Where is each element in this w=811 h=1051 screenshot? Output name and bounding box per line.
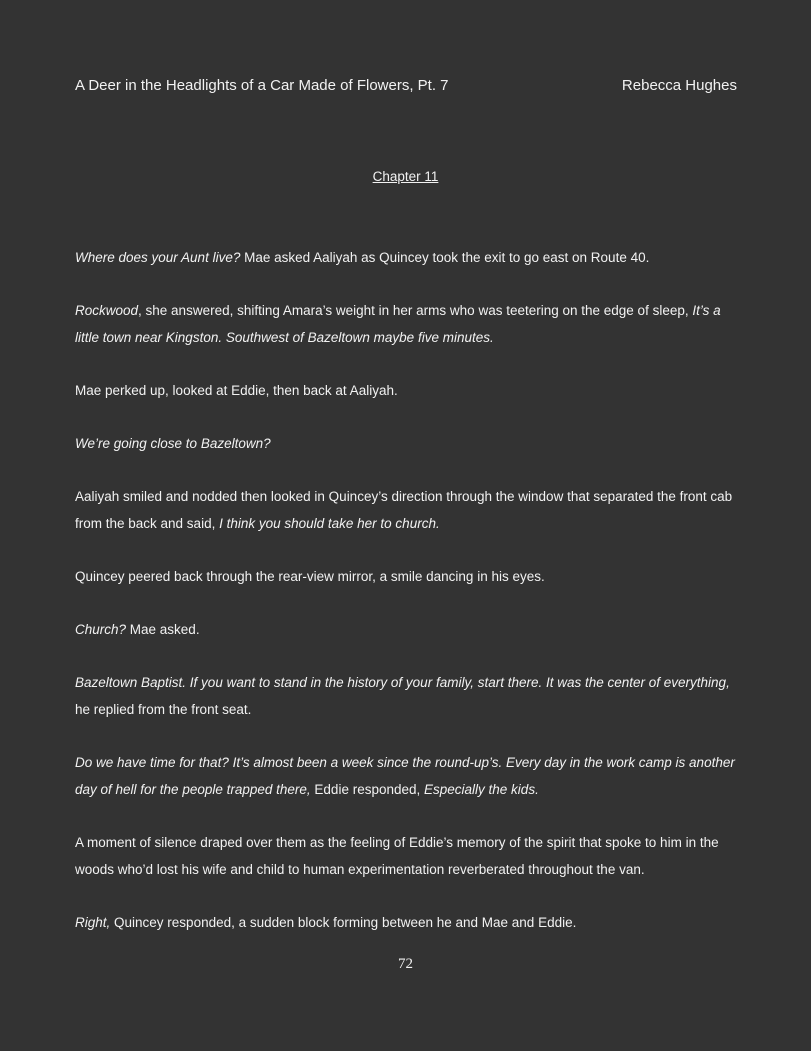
paragraph xyxy=(75,749,739,803)
italic-text: We’re going close to Bazeltown? xyxy=(75,436,271,451)
body-text xyxy=(75,244,739,962)
text-run: Quincey peered back through the rear-view mirror, a smile dancing in his eyes. xyxy=(75,569,545,584)
text-run: Mae asked. xyxy=(126,622,200,637)
paragraph xyxy=(75,377,739,404)
italic-text: Where does your Aunt live? xyxy=(75,250,241,265)
chapter-heading: Chapter 11 xyxy=(372,169,439,184)
paragraph xyxy=(75,616,739,643)
paragraph xyxy=(75,483,739,537)
text-run: Mae perked up, looked at Eddie, then back at Aaliyah. xyxy=(75,383,398,398)
text-run: Quincey responded, a sudden block forming between he and Mae and Eddie. xyxy=(110,915,577,930)
italic-text: Right, xyxy=(75,915,111,930)
text-run: , she answered, shifting Amara’s weight in her arms who was teetering on the edge of sleep, xyxy=(138,303,693,318)
paragraph xyxy=(75,563,739,590)
running-header xyxy=(75,76,737,96)
paragraph xyxy=(75,430,739,457)
italic-text: Do we have time for that? It’s almost been a week since the round-up’s. Every day in the work camp is another day of hell for the people trapped there, xyxy=(75,755,735,797)
paragraph xyxy=(75,909,739,936)
italic-text: Bazeltown Baptist. If you want to stand in the history of your family, start there. It was the center of everything, xyxy=(75,675,730,690)
italic-text: It’s a little town near Kingston. Southwest of Bazeltown maybe five minutes. xyxy=(75,303,721,345)
text-run: A moment of silence draped over them as the feeling of Eddie’s memory of the spirit that spoke to him in the woods who’d lost his wife and child to human experimentation reverberated throughout the van. xyxy=(75,835,719,877)
italic-text: I think you should take her to church. xyxy=(219,516,440,531)
italic-text: Especially the kids. xyxy=(424,782,539,797)
text-run: Aaliyah smiled and nodded then looked in Quincey’s direction through the window that separated the front cab from the back and said, xyxy=(75,489,733,531)
header-author: Rebecca Hughes xyxy=(621,77,737,94)
italic-text: Church? xyxy=(75,622,127,637)
paragraph xyxy=(75,297,739,351)
paragraph xyxy=(75,669,739,723)
text-run: Mae asked Aaliyah as Quincey took the exit to go east on Route 40. xyxy=(240,250,650,265)
paragraph xyxy=(75,829,739,883)
paragraph xyxy=(75,244,739,271)
text-run: he replied from the front seat. xyxy=(75,702,252,717)
header-title: A Deer in the Headlights of a Car Made of Flowers, Pt. 7 xyxy=(75,77,449,94)
text-run: Eddie responded, xyxy=(310,782,425,797)
italic-text: Rockwood xyxy=(75,303,139,318)
page-number: 72 xyxy=(398,956,413,972)
